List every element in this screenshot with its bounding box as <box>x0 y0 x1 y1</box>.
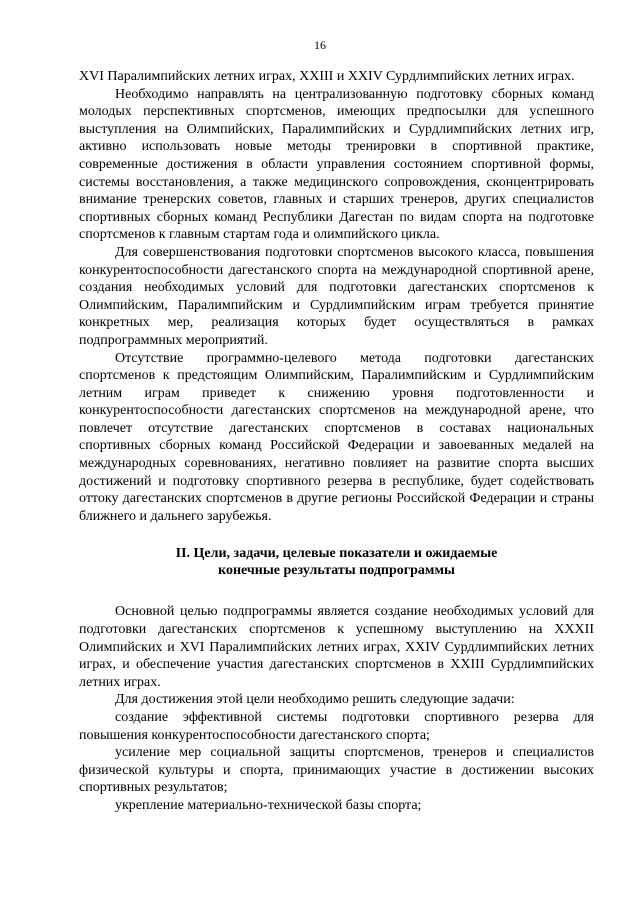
section-heading-line-2: конечные результаты подпрограммы <box>218 563 455 579</box>
paragraph-continuation: XVI Паралимпийских летних играх, XXIII и XXIV Сурдлимпийских летних играх. <box>79 69 575 84</box>
paragraph-main-goal: Основной целью подпрограммы является создание необходимых условий для подготовки дагестанских спортсменов к успешному выступлению на XXXII Олимпийских и XVI Паралимпийских летних играх, XXIV Сурдлимпийских летних играх, и обеспечение участия дагестанских спортсменов в XXIII Сурдлимпийских летних играх. <box>79 604 594 690</box>
document-body <box>79 68 594 815</box>
section-heading-line-1: II. Цели, задачи, целевые показатели и ожидаемые <box>175 546 498 562</box>
paragraph-tasks-intro: Для достижения этой цели необходимо решить следующие задачи: <box>115 692 515 708</box>
task-item: укрепление материально-технической базы спорта; <box>115 797 422 813</box>
page-number: 16 <box>314 38 326 52</box>
section-heading <box>79 545 594 579</box>
task-item: усиление мер социальной защиты спортсменов, тренеров и специалистов физической культуры и спорта, принимающих участие в достижении высоких спортивных результатов; <box>79 745 594 796</box>
paragraph-improvement-measures: Для совершенствования подготовки спортсменов высокого класса, повышения конкурентоспособности дагестанского спорта на международной спортивной арене, создания необходимых условий для подготовки дагестанских спортсменов к Олимпийским, Паралимпийским и Сурдлимпийским играм требуется принятие конкретных мер, реализация которых будет осуществляться в рамках подпрограммных мероприятий. <box>79 244 594 348</box>
paragraph-risks: Отсутствие программно-целевого метода подготовки дагестанских спортсменов к предстоящим Олимпийским, Паралимпийским и Сурдлимпийским летним играм приведет к снижению уровня подготовленности и конкурентоспособности дагестанских спортсменов на международной арене, что повлечет отсутствие дагестанских спортсменов в составах национальных спортивных сборных команд Российской Федерации и завоеванных медалей на международных соревнованиях, негативно повлияет на развитие спорта высших достижений и подготовку спортивного резерва в республике, будет содействовать оттоку дагестанских спортсменов в другие регионы Российской Федерации и страны ближнего и дальнего зарубежья. <box>79 350 594 524</box>
task-item: создание эффективной системы подготовки спортивного резерва для повышения конкурентоспособности дагестанского спорта; <box>79 710 594 743</box>
paragraph-training-directions: Необходимо направлять на централизованную подготовку сборных команд молодых перспективных спортсменов, имеющих предпосылки для успешного выступления на Олимпийских, Паралимпийских и Сурдлимпийских летних игр, активно использовать новые методы тренировки в спортивной практике, современные достижения в области управления состоянием спортивной формы, системы восстановления, а также медицинского сопровождения, сконцентрировать внимание тренерских советов, главных и старших тренеров, других специалистов спортивных сборных команд Республики Дагестан по видам спорта на подготовке спортсменов к главным стартам года и олимпийского цикла. <box>79 86 594 243</box>
